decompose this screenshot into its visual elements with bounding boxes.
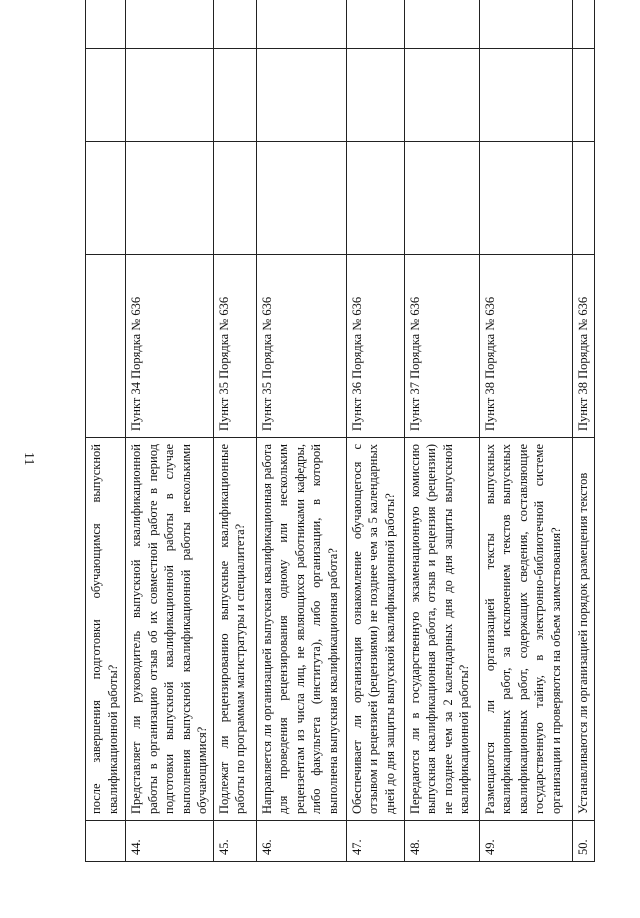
question-text: Представляет ли руководитель выпускной квалификационной работы в организацию отзыв об их совместной работе в период подготовки выпускной квалификационной работы в случае выполнения выпускной квалификационной работы несколькими обучающимися? (126, 438, 214, 821)
row-number: 47. (346, 821, 404, 862)
row-number (86, 821, 126, 862)
row-number: 45. (213, 821, 256, 862)
table-row (213, 0, 256, 862)
empty-cell (479, 0, 572, 49)
question-text: Подлежат ли рецензированию выпускные квалификационные работы по программам магистратуры и специалитета? (213, 438, 256, 821)
legal-reference: Пункт 38 Порядка № 636 (572, 255, 594, 438)
legal-reference: Пункт 37 Порядка № 636 (404, 255, 479, 438)
table-row (404, 0, 479, 862)
page-number: 11 (21, 452, 36, 466)
row-number: 46. (256, 821, 346, 862)
question-text: Размещаются ли организацией тексты выпускных квалификационных работ, за исключением текстов выпускных квалификационных работ, содержащих сведения, составляющие государственную тайну, в электронно-библиотечной системе организации и проверяются на объем заимствования? (479, 438, 572, 821)
empty-cell (346, 0, 404, 49)
legal-reference (86, 255, 126, 438)
row-number: 48. (404, 821, 479, 862)
empty-cell (572, 142, 594, 255)
legal-reference: Пункт 35 Порядка № 636 (256, 255, 346, 438)
empty-cell (86, 49, 126, 142)
legal-reference: Пункт 38 Порядка № 636 (479, 255, 572, 438)
empty-cell (404, 0, 479, 49)
empty-cell (346, 49, 404, 142)
empty-cell (126, 49, 214, 142)
question-text: Передаются ли в государственную экзаменационную комиссию выпускная квалификационная работа, отзыв и рецензия (рецензии) не позднее чем за 2 календарных дня до дня защиты выпускной квалификационной работы? (404, 438, 479, 821)
row-number: 44. (126, 821, 214, 862)
empty-cell (404, 49, 479, 142)
question-text: Устанавливаются ли организацией порядок размещения текстов (572, 438, 594, 821)
table-row (479, 0, 572, 862)
table-row (126, 0, 214, 862)
legal-reference: Пункт 35 Порядка № 636 (213, 255, 256, 438)
table-row (256, 0, 346, 862)
question-text: Обеспечивает ли организация ознакомление обучающегося с отзывом и рецензией (рецензиями) не позднее чем за 5 календарных дней до дня защиты выпускной квалификационной работы? (346, 438, 404, 821)
row-number: 50. (572, 821, 594, 862)
empty-cell (126, 0, 214, 49)
empty-cell (86, 0, 126, 49)
checklist-table (85, 0, 595, 862)
empty-cell (213, 0, 256, 49)
rotated-page (85, 62, 590, 862)
empty-cell (572, 0, 594, 49)
row-number: 49. (479, 821, 572, 862)
empty-cell (256, 142, 346, 255)
empty-cell (479, 49, 572, 142)
empty-cell (126, 142, 214, 255)
empty-cell (213, 49, 256, 142)
question-text: после завершения подготовки обучающимся выпускной квалификационной работы? (86, 438, 126, 821)
question-text: Направляется ли организацией выпускная квалификационная работа для проведения рецензирования одному или нескольким рецензентам из числа лиц, не являющихся работниками кафедры, либо факультета (института), либо организации, в которой выполнена выпускная квалификационная работа? (256, 438, 346, 821)
table-row (86, 0, 126, 862)
empty-cell (86, 142, 126, 255)
table-row (346, 0, 404, 862)
legal-reference: Пункт 34 Порядка № 636 (126, 255, 214, 438)
legal-reference: Пункт 36 Порядка № 636 (346, 255, 404, 438)
empty-cell (404, 142, 479, 255)
empty-cell (256, 0, 346, 49)
table-row (572, 0, 594, 862)
empty-cell (346, 142, 404, 255)
empty-cell (572, 49, 594, 142)
empty-cell (256, 49, 346, 142)
empty-cell (479, 142, 572, 255)
empty-cell (213, 142, 256, 255)
